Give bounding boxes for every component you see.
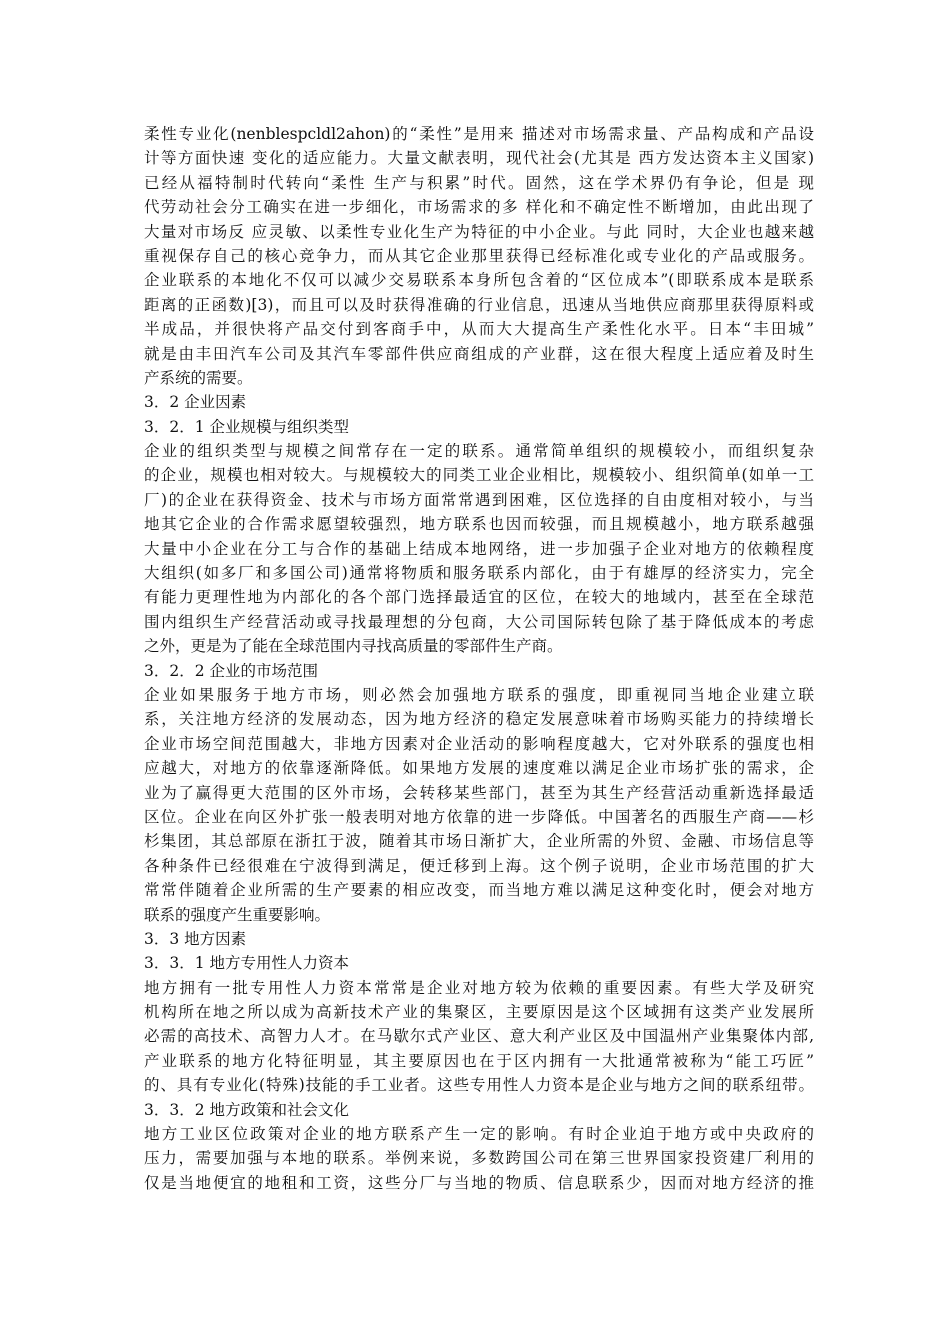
text-line: 地方拥有一批专用性人力资本常常是企业对地方较为依赖的重要因素。有些大学及研究 (144, 978, 814, 997)
text-line: 系，关注地方经济的发展动态，因为地方经济的稳定发展意味着市场购买能力的持续增长 (144, 710, 814, 729)
text-line: 企业市场空间范围越大，非地方因素对企业活动的影响程度越大，它对外联系的强度也相 (144, 734, 814, 753)
text-line: 必需的高技术、高智力人才。在马歇尔式产业区、意大利产业区及中国温州产业集聚体内部, (144, 1027, 814, 1046)
text-line: 产系统的需要。 (144, 368, 253, 387)
text-line: 重视保存自己的核心竞争力，而从其它企业那里获得已经标准化或专业化的产品或服务。 (144, 246, 814, 265)
text-line: 产业联系的地方化特征明显，其主要原因也在于区内拥有一大批通常被称为“能工巧匠” (144, 1051, 814, 1070)
text-line: 地其它企业的合作需求愿望较强烈，地方联系也因而较强，而且规模越小，地方联系越强 (144, 515, 814, 534)
text-line: 之外，更是为了能在全球范围内寻找高质量的零部件生产商。 (144, 637, 563, 656)
text-line: 有能力更理性地为内部化的各个部门选择最适宜的区位，在较大的地域内，甚至在全球范 (144, 588, 814, 607)
text-line: 就是由丰田汽车公司及其汽车零部件供应商组成的产业群，这在很大程度上适应着及时生 (144, 344, 814, 363)
text-line: 机构所在地之所以成为高新技术产业的集聚区，主要原因是这个区域拥有这类产业发展所 (144, 1003, 814, 1022)
section-heading: 3．3．2 地方政策和社会文化 (144, 1100, 350, 1119)
text-line: 常常伴随着企业所需的生产要素的相应改变，而当地方难以满足这种变化时，便会对地方 (144, 881, 814, 900)
text-line: 仅是当地便宜的地租和工资，这些分厂与当地的物质、信息联系少，因而对地方经济的推 (144, 1173, 814, 1192)
text-line: 企业如果服务于地方市场，则必然会加强地方联系的强度，即重视同当地企业建立联 (144, 685, 814, 704)
text-line: 联系的强度产生重要影响。 (144, 905, 331, 924)
text-line: 业为了赢得更大范围的区外市场，会转移某些部门，甚至为其生产经营活动重新选择最适 (144, 783, 814, 802)
text-line: 计等方面快速 变化的适应能力。大量文献表明，现代社会(尤其是 西方发达资本主义国家) (144, 149, 814, 168)
text-line: 厂)的企业在获得资金、技术与市场方面常常遇到困难，区位选择的自由度相对较小，与当 (144, 490, 814, 509)
text-line: 区位。企业在向区外扩张一般表明对地方依靠的进一步降低。中国著名的西服生产商——杉 (144, 807, 814, 826)
text-line: 围内组织生产经营活动或寻找最理想的分包商，大公司国际转包除了基于降低成本的考虑 (144, 612, 814, 631)
text-line: 大量中小企业在分工与合作的基础上结成本地网络，进一步加强子企业对地方的依赖程度 (144, 539, 814, 558)
text-line: 应越大，对地方的依靠逐渐降低。如果地方发展的速度难以满足企业市场扩张的需求，企 (144, 759, 814, 778)
text-line: 距离的正函数)[3)，而且可以及时获得准确的行业信息，迅速从当地供应商那里获得原料或 (144, 295, 814, 314)
text-line: 企业的组织类型与规模之间常存在一定的联系。通常简单组织的规模较小，而组织复杂 (144, 442, 814, 461)
text-line: 的、具有专业化(特殊)技能的手工业者。这些专用性人力资本是企业与地方之间的联系纽带。 (144, 1076, 814, 1095)
text-line: 压力，需要加强与本地的联系。举例来说，多数跨国公司在第三世界国家投资建厂利用的 (144, 1149, 814, 1168)
section-heading: 3．2．1 企业规模与组织类型 (144, 417, 350, 436)
section-heading: 3．2．2 企业的市场范围 (144, 661, 319, 680)
text-line: 的企业，规模也相对较大。与规模较大的同类工业企业相比，规模较小、组织简单(如单一工 (144, 466, 814, 485)
text-line: 地方工业区位政策对企业的地方联系产生一定的影响。有时企业迫于地方或中央政府的 (144, 1125, 814, 1144)
text-line: 各种条件已经很难在宁波得到满足，便迁移到上海。这个例子说明，企业市场范围的扩大 (144, 856, 814, 875)
document-page (144, 122, 814, 1195)
text-line: 半成品，并很快将产品交付到客商手中，从而大大提高生产柔性化水平。日本“丰田城” (144, 320, 814, 339)
text-line: 大组织(如多厂和多国公司)通常将物质和服务联系内部化，由于有雄厚的经济实力，完全 (144, 564, 814, 583)
section-heading: 3．2 企业因素 (144, 393, 247, 412)
text-line: 已经从福特制时代转向“柔性 生产与积累”时代。固然，这在学术界仍有争论，但是 现 (144, 173, 814, 192)
section-heading: 3．3 地方因素 (144, 929, 247, 948)
text-line: 柔性专业化(nenblespcldl2ahon)的“柔性”是用来 描述对市场需求量、产品构成和产品设 (144, 125, 814, 143)
text-line: 代劳动社会分工确实在进一步细化，市场需求的多 样化和不确定性不断增加，由此出现了 (144, 198, 814, 217)
text-line: 杉集团，其总部原在浙扛于波，随着其市场日渐扩大，企业所需的外贸、金融、市场信息等 (144, 832, 814, 851)
section-heading: 3．3．1 地方专用性人力资本 (144, 954, 350, 973)
text-line: 大量对市场反 应灵敏、以柔性专业化生产为特征的中小企业。与此 同时，大企业也越来越 (144, 222, 814, 241)
text-line: 企业联系的本地化不仅可以减少交易联系本身所包含着的“区位成本”(即联系成本是联系 (144, 271, 814, 290)
